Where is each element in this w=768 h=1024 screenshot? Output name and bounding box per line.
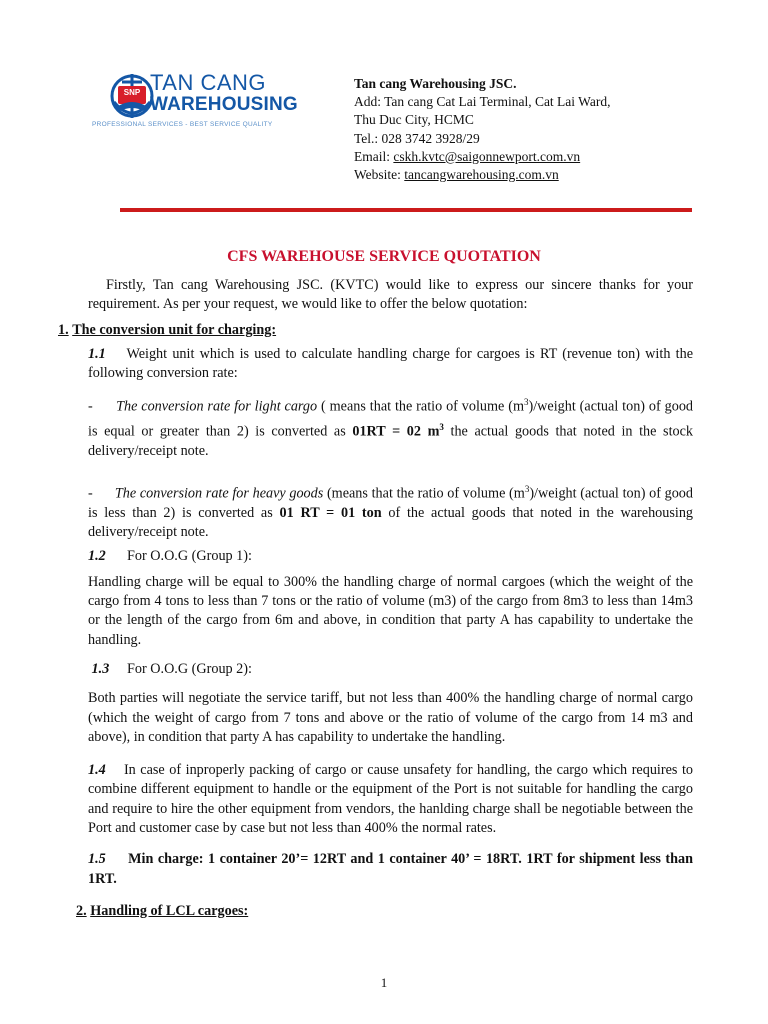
logo-badge-text: SNP [123,88,141,97]
section-1-heading [58,321,693,340]
page-number: 1 [380,975,388,990]
light-cargo-formula: 01RT = 02 m [352,423,440,440]
heavy-goods-rate: - The conversion rate for heavy goods (means that the ratio of volume $(m^3)$/weight (actual ton) of good is less than 2) is converted as 01 RT = 01 ton of the actual goods that noted in the warehousing delivery/receipt note. [88,483,694,541]
logo-line-1: TAN CANG [150,70,267,95]
company-email-row [354,148,610,166]
section-1-number: 1. [58,321,69,338]
company-website-row [354,166,610,184]
clause-1-3: 1.3 For O.O.G (Group 2): [91,660,252,677]
clause-1-1 [88,345,693,384]
light-cargo-rate: - The conversion rate for light cargo ( means that the ratio of volume $(m^3)$/weight (actual ton) of good is equal or greater than 2) is converted as 01RT = 02 $m^3$ the actual goods that noted in the stock delivery/receipt note. [88,397,694,459]
intro-paragraph: Firstly, Tan cang Warehousing JSC. (KVTC) would like to express our sincere thanks for your requirement. As per your request, we would like to offer the below quotation: [88,277,693,313]
company-address-1: Add: Tan cang Cat Lai Terminal, Cat Lai Ward, [354,94,611,110]
heavy-goods-label: The conversion rate for heavy goods [114,485,324,502]
clause-1-3-body: Both parties will negotiate the service tariff, but not less than 400% the handling charge of normal cargo (which the weight of cargo from 7 tons and above or the ratio of volume of the cargo from 14 m3 and above), in condition that party A has capability to undertake the handling. [88,690,693,745]
header-divider [120,208,692,212]
document-title: CFS WAREHOUSE SERVICE QUOTATION [227,248,541,265]
company-address-2: Thu Duc City, HCMC [354,112,474,128]
logo-tagline: PROFESSIONAL SERVICES - BEST SERVICE QUALITY [92,121,273,128]
section-2-heading [76,902,693,921]
company-tel: Tel.: 028 3742 3928/29 [354,130,480,146]
company-name: Tan cang Warehousing JSC. [354,76,517,91]
clause-1-2: 1.2 For O.O.G (Group 1): [88,548,252,565]
document-body [58,276,694,921]
email-link[interactable]: cskh.kvtc@saigonnewport.com.vn [393,148,581,164]
clause-1-2-body: Handling charge will be equal to 300% the handling charge of normal cargoes (which the weight of the cargo from 4 tons to less than 7 tons or the ratio of volume (m3) of the cargo from 8m3 to less than 14m3 or the length of the cargo from 6m and above, in condition that party A has capability to undertake the handling. [88,573,693,648]
website-link[interactable]: tancangwarehousing.com.vn [404,167,559,183]
clause-1-5-number: 1.5 [88,851,106,868]
section-2-title: Handling of LCL cargoes: [90,902,249,919]
clause-1-4-number: 1.4 [88,762,106,779]
section-2-number: 2. [76,902,87,919]
website-label: Website: [354,167,405,183]
clause-1-2-number: 1.2 [88,548,106,565]
email-label: Email: [354,148,394,164]
clause-1-1-text: Weight unit which is used to calculate handling charge for cargoes is RT (revenue ton) with the following conversion rate: [88,345,693,382]
heavy-goods-formula: 01 RT = 01 ton [279,504,382,521]
clause-1-3-number: 1.3 [91,660,110,677]
clause-1-1-number: 1.1 [88,345,106,362]
clause-1-4: 1.4 In case of inproperly packing of cargo or cause unsafety for handling, the cargo which requires to combine different equipment to handle or the equipment of the Port is not suitable for handling the cargo and require to hire the other equipment from vendors, the hanlding charge shall be negotiable between the Port and customer case by case but not less than 400% the normal rates. [88,762,693,837]
logo-line-2: WAREHOUSING [150,94,298,115]
clause-1-5: 1.5 Min charge: 1 container 20’= 12RT and 1 container 40’ = 18RT. 1RT for shipment less than 1RT. [88,851,694,887]
company-info [354,75,610,184]
light-cargo-label: The conversion rate for light cargo [116,399,318,416]
section-1-title: The conversion unit for charging: [72,321,277,338]
